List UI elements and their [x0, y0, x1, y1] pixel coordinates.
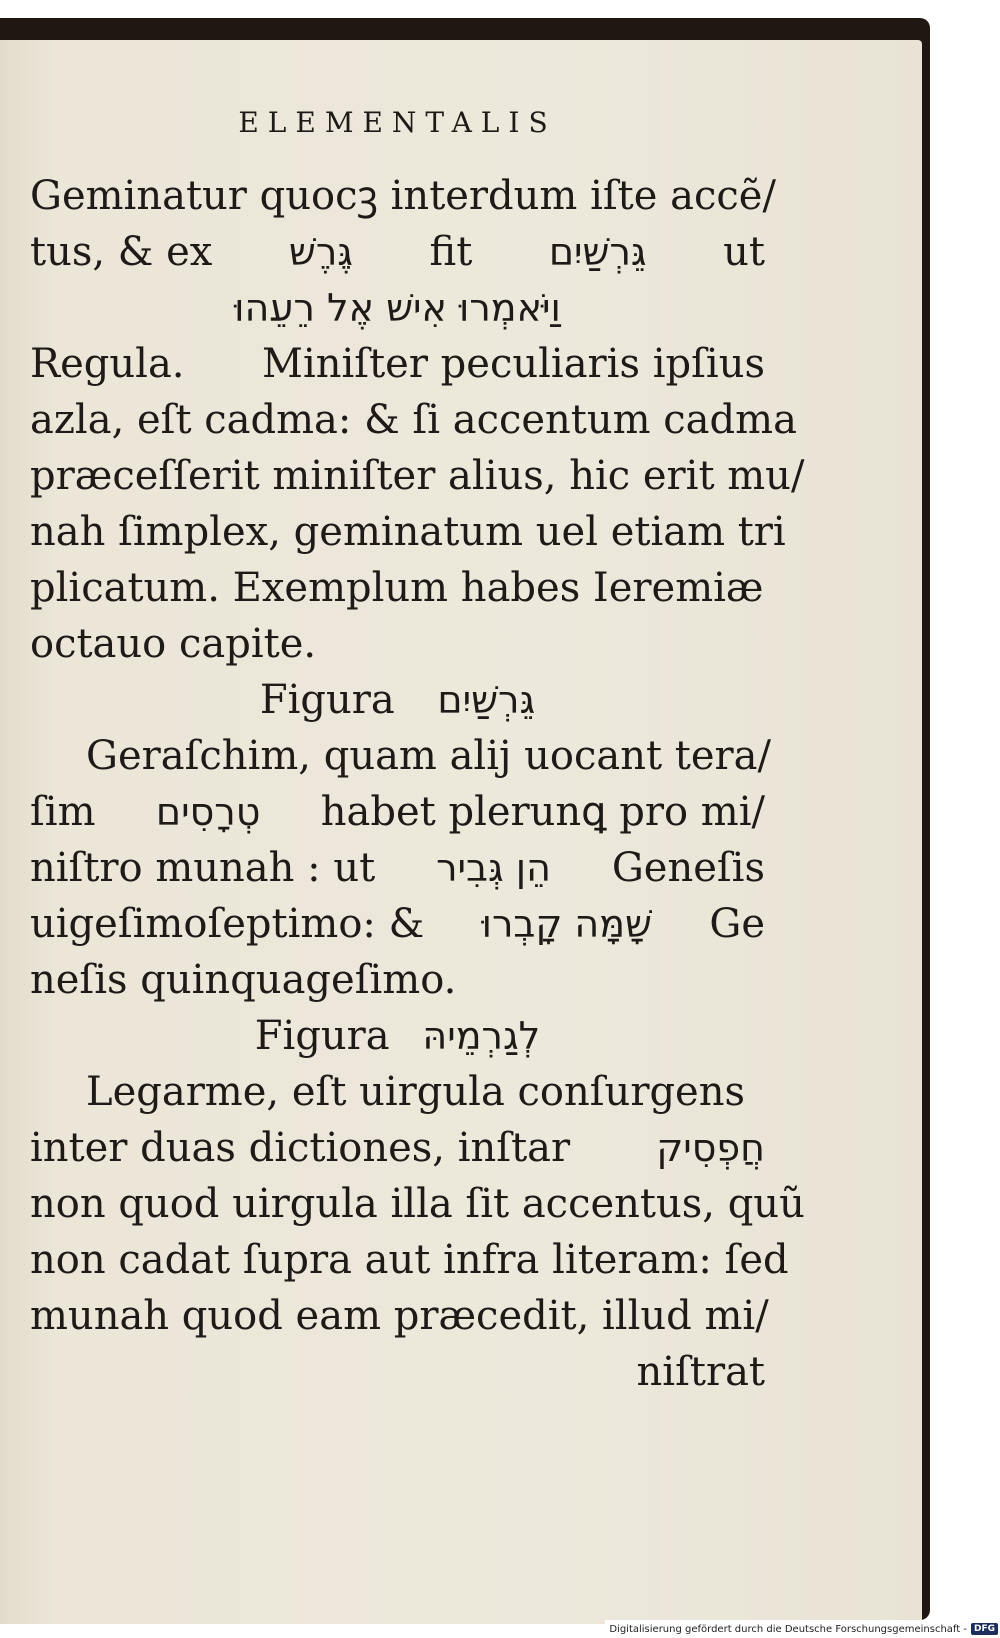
text-segment: Miniſter peculiaris ipſius: [261, 341, 765, 387]
text-line: [30, 1064, 765, 1120]
hebrew-word: טְרָסִים: [155, 790, 261, 834]
text-segment: uigeſimoſeptimo: &: [30, 901, 425, 947]
text-segment: Geminatur quocꝫ interdum iſte accẽ/: [30, 173, 776, 219]
text-segment: Figura: [259, 677, 395, 723]
hebrew-word: גֶּרֶשׁ: [288, 230, 353, 274]
text-segment: Figura: [254, 1013, 390, 1059]
text-line: [30, 1120, 765, 1176]
text-segment: habet plerunꝗ pro mi/: [320, 789, 765, 835]
book-page: [0, 40, 922, 1624]
book-cover: [0, 18, 930, 1620]
text-line: [30, 616, 765, 672]
text-segment: fit: [429, 229, 473, 275]
text-line: [30, 336, 765, 392]
text-line: [30, 728, 771, 784]
hebrew-word: לְגַרְמֵיהּ: [422, 1014, 541, 1058]
text-line: [30, 448, 805, 504]
text-line: [30, 784, 765, 840]
text-line: [30, 392, 797, 448]
text-segment: azla, eſt cadma: & ſi accentum cadma: [30, 397, 797, 443]
text-segment: ut: [723, 229, 765, 275]
footer-text: Digitalisierung gefördert durch die Deutsche Forschungsgemeinschaft -: [609, 1623, 967, 1635]
text-segment: tus, & ex: [30, 229, 213, 275]
digitization-footer: [605, 1620, 1000, 1638]
text-segment: octauo capite.: [30, 621, 317, 667]
text-segment: nah ſimplex, geminatum uel etiam tri: [30, 509, 786, 555]
text-segment: Legarme, eſt uirgula conſurgens: [86, 1069, 746, 1115]
text-segment: inter duas dictiones, inſtar: [30, 1125, 571, 1171]
text-segment: Ge: [709, 901, 765, 947]
hebrew-word: גֵּרְשַׁיִם: [548, 230, 647, 274]
hebrew-phrase: הֵן גְּבִיר: [436, 846, 551, 890]
text-segment: Geneſis: [611, 845, 765, 891]
text-line: [30, 1232, 789, 1288]
text-segment: ſim: [30, 789, 96, 835]
text-line: [30, 560, 765, 616]
text-line: [30, 168, 776, 224]
text-segment: Geraſchim, quam alij uocant tera/: [86, 733, 771, 779]
catchword: [30, 1344, 765, 1400]
text-line: [30, 840, 765, 896]
text-line: [30, 1288, 769, 1344]
text-line: [30, 224, 765, 280]
text-segment: Regula.: [30, 341, 185, 387]
hebrew-phrase: שָׁמָּה קָבְרוּ: [481, 902, 652, 946]
text-line: [30, 896, 765, 952]
text-segment: neſis quinquageſimo.: [30, 957, 457, 1003]
hebrew-word: חֲפְסִיק: [656, 1126, 765, 1170]
running-head: ELEMENTALIS: [238, 106, 557, 139]
text-segment: præceſſerit miniſter alius, hic erit mu/: [30, 453, 805, 499]
text-segment: non cadat ſupra aut infra literam: ſed: [30, 1237, 789, 1283]
text-line: [30, 952, 765, 1008]
hebrew-word: גֵּרְשַׁיִם: [437, 678, 536, 722]
page-text: [30, 40, 805, 1624]
text-segment: munah quod eam præcedit, illud mi/: [30, 1293, 769, 1339]
text-segment: plicatum. Exemplum habes Ieremiæ: [30, 565, 764, 611]
hebrew-phrase: וַיֹּאמְרוּ אִישׁ אֶל רֵעֵהוּ: [234, 286, 561, 330]
dfg-logo: DFG: [971, 1623, 998, 1635]
figure-heading: [30, 672, 765, 728]
figure-heading: [30, 1008, 765, 1064]
text-line: [30, 1176, 805, 1232]
text-segment: niſtro munah : ut: [30, 845, 376, 891]
text-segment: non quod uirgula illa ſit accentus, quũ: [30, 1181, 805, 1227]
text-segment: niſtrat: [636, 1349, 765, 1395]
text-line: [30, 504, 786, 560]
text-line: [30, 280, 765, 336]
